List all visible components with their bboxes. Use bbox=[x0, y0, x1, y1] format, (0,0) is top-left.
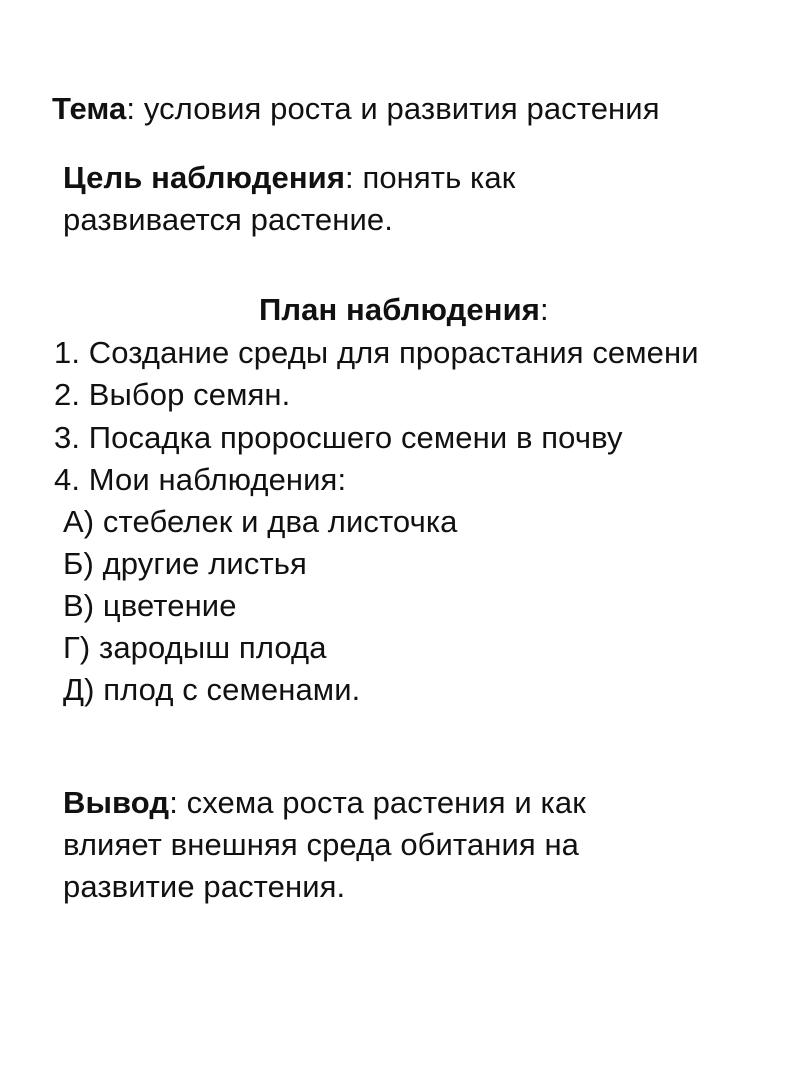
observation-subitem: Г) зародыш плода bbox=[63, 630, 327, 665]
goal-line-2 bbox=[63, 200, 393, 240]
goal-line-1 bbox=[63, 158, 515, 198]
plan-title-label: План наблюдения bbox=[259, 292, 540, 327]
observation-subitem: А) стебелек и два листочка bbox=[63, 504, 458, 539]
plan-title-colon: : bbox=[539, 292, 549, 327]
plan-item: 1. Создание среды для прорастания семени bbox=[54, 335, 699, 370]
observation-subitem: В) цветение bbox=[63, 588, 237, 623]
plan-item: 4. Мои наблюдения: bbox=[54, 462, 347, 497]
conclusion-text-1: : схема роста растения и как bbox=[169, 785, 586, 820]
plan-item: 2. Выбор семян. bbox=[54, 377, 291, 412]
conclusion-line-2 bbox=[63, 825, 579, 865]
goal-text-1: : понять как bbox=[345, 160, 516, 195]
conclusion-line-1 bbox=[63, 783, 586, 823]
conclusion-line-3 bbox=[63, 867, 345, 907]
conclusion-text-2: влияет внешняя среда обитания на bbox=[63, 827, 580, 862]
observation-subitem: Д) плод с семенами. bbox=[63, 672, 361, 707]
conclusion-label: Вывод bbox=[63, 785, 170, 820]
goal-label: Цель наблюдения bbox=[63, 160, 346, 195]
topic-line bbox=[52, 89, 660, 129]
conclusion-text-3: развитие растения. bbox=[63, 869, 346, 904]
observation-subitem: Б) другие листья bbox=[63, 546, 307, 581]
topic-label: Тема bbox=[52, 91, 127, 126]
goal-text-2: развивается растение. bbox=[63, 202, 393, 237]
plan-item: 3. Посадка проросшего семени в почву bbox=[54, 420, 623, 455]
plan-title bbox=[259, 290, 549, 330]
topic-text: : условия роста и развития растения bbox=[126, 91, 660, 126]
